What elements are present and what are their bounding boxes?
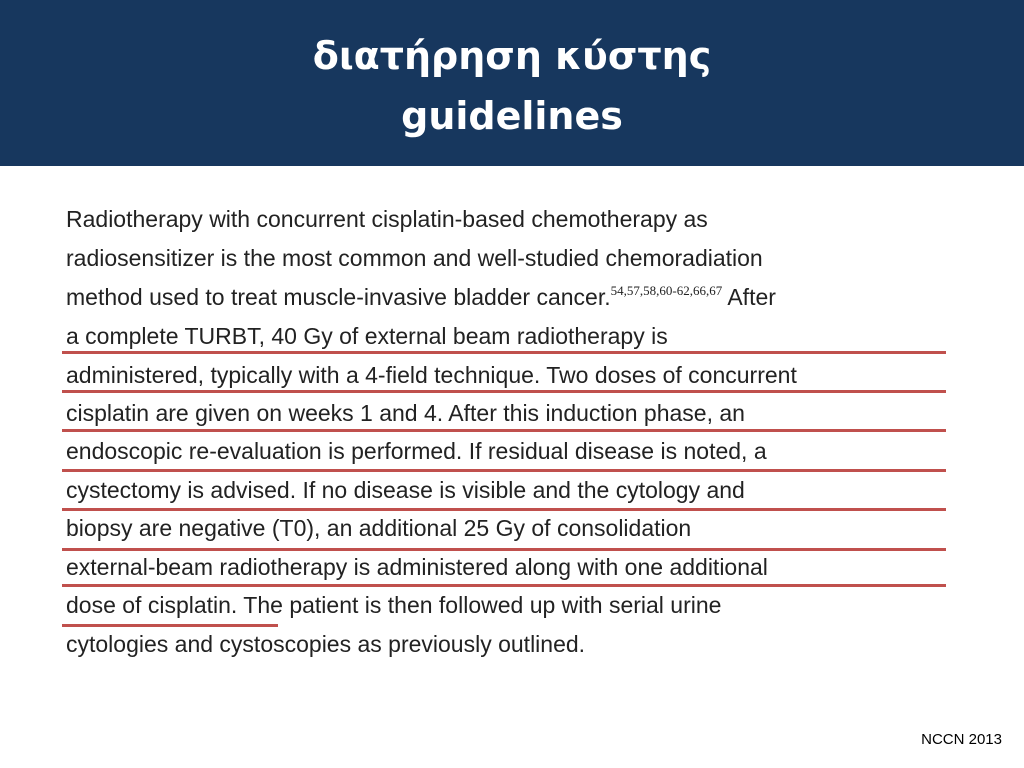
paragraph-line-3-tail: After xyxy=(722,284,776,310)
slide-title-line-1: διατήρηση κύστης xyxy=(312,34,712,78)
highlight-underline-6 xyxy=(62,548,946,551)
paragraph-line-8: cystectomy is advised. If no disease is visible and the cytology and xyxy=(66,477,745,503)
highlight-underline-5 xyxy=(62,508,946,511)
paragraph-line-5: administered, typically with a 4-field technique. Two doses of concurrent xyxy=(66,362,797,388)
paragraph-line-4: a complete TURBT, 40 Gy of external beam radiotherapy is xyxy=(66,323,668,349)
highlight-underline-7 xyxy=(62,584,946,587)
paragraph-line-7: endoscopic re-evaluation is performed. If residual disease is noted, a xyxy=(66,438,767,464)
paragraph-line-11: dose of cisplatin. The patient is then followed up with serial urine xyxy=(66,592,722,618)
highlight-underline-2 xyxy=(62,390,946,393)
highlight-underline-1 xyxy=(62,351,946,354)
highlight-underline-4 xyxy=(62,469,946,472)
paragraph-line-12: cytologies and cystoscopies as previously outlined. xyxy=(66,631,586,657)
highlight-underline-3 xyxy=(62,429,946,432)
paragraph-line-10: external-beam radiotherapy is administered along with one additional xyxy=(66,554,768,580)
citation-superscript: 54,57,58,60-62,66,67 xyxy=(610,283,723,298)
paragraph-line-3-text: method used to treat muscle-invasive bladder cancer. xyxy=(66,284,611,310)
paragraph-line-3 xyxy=(66,278,776,316)
source-footnote: NCCN 2013 xyxy=(921,731,1002,748)
paragraph-line-2: radiosensitizer is the most common and well-studied chemoradiation xyxy=(66,245,763,271)
slide-title-line-2: guidelines xyxy=(401,94,623,138)
header-band xyxy=(0,0,1024,166)
paragraph-line-9: biopsy are negative (T0), an additional 25 Gy of consolidation xyxy=(66,515,692,541)
highlight-underline-8 xyxy=(62,624,278,627)
paragraph-line-1: Radiotherapy with concurrent cisplatin-based chemotherapy as xyxy=(66,206,708,232)
paragraph-line-6: cisplatin are given on weeks 1 and 4. After this induction phase, an xyxy=(66,400,745,426)
